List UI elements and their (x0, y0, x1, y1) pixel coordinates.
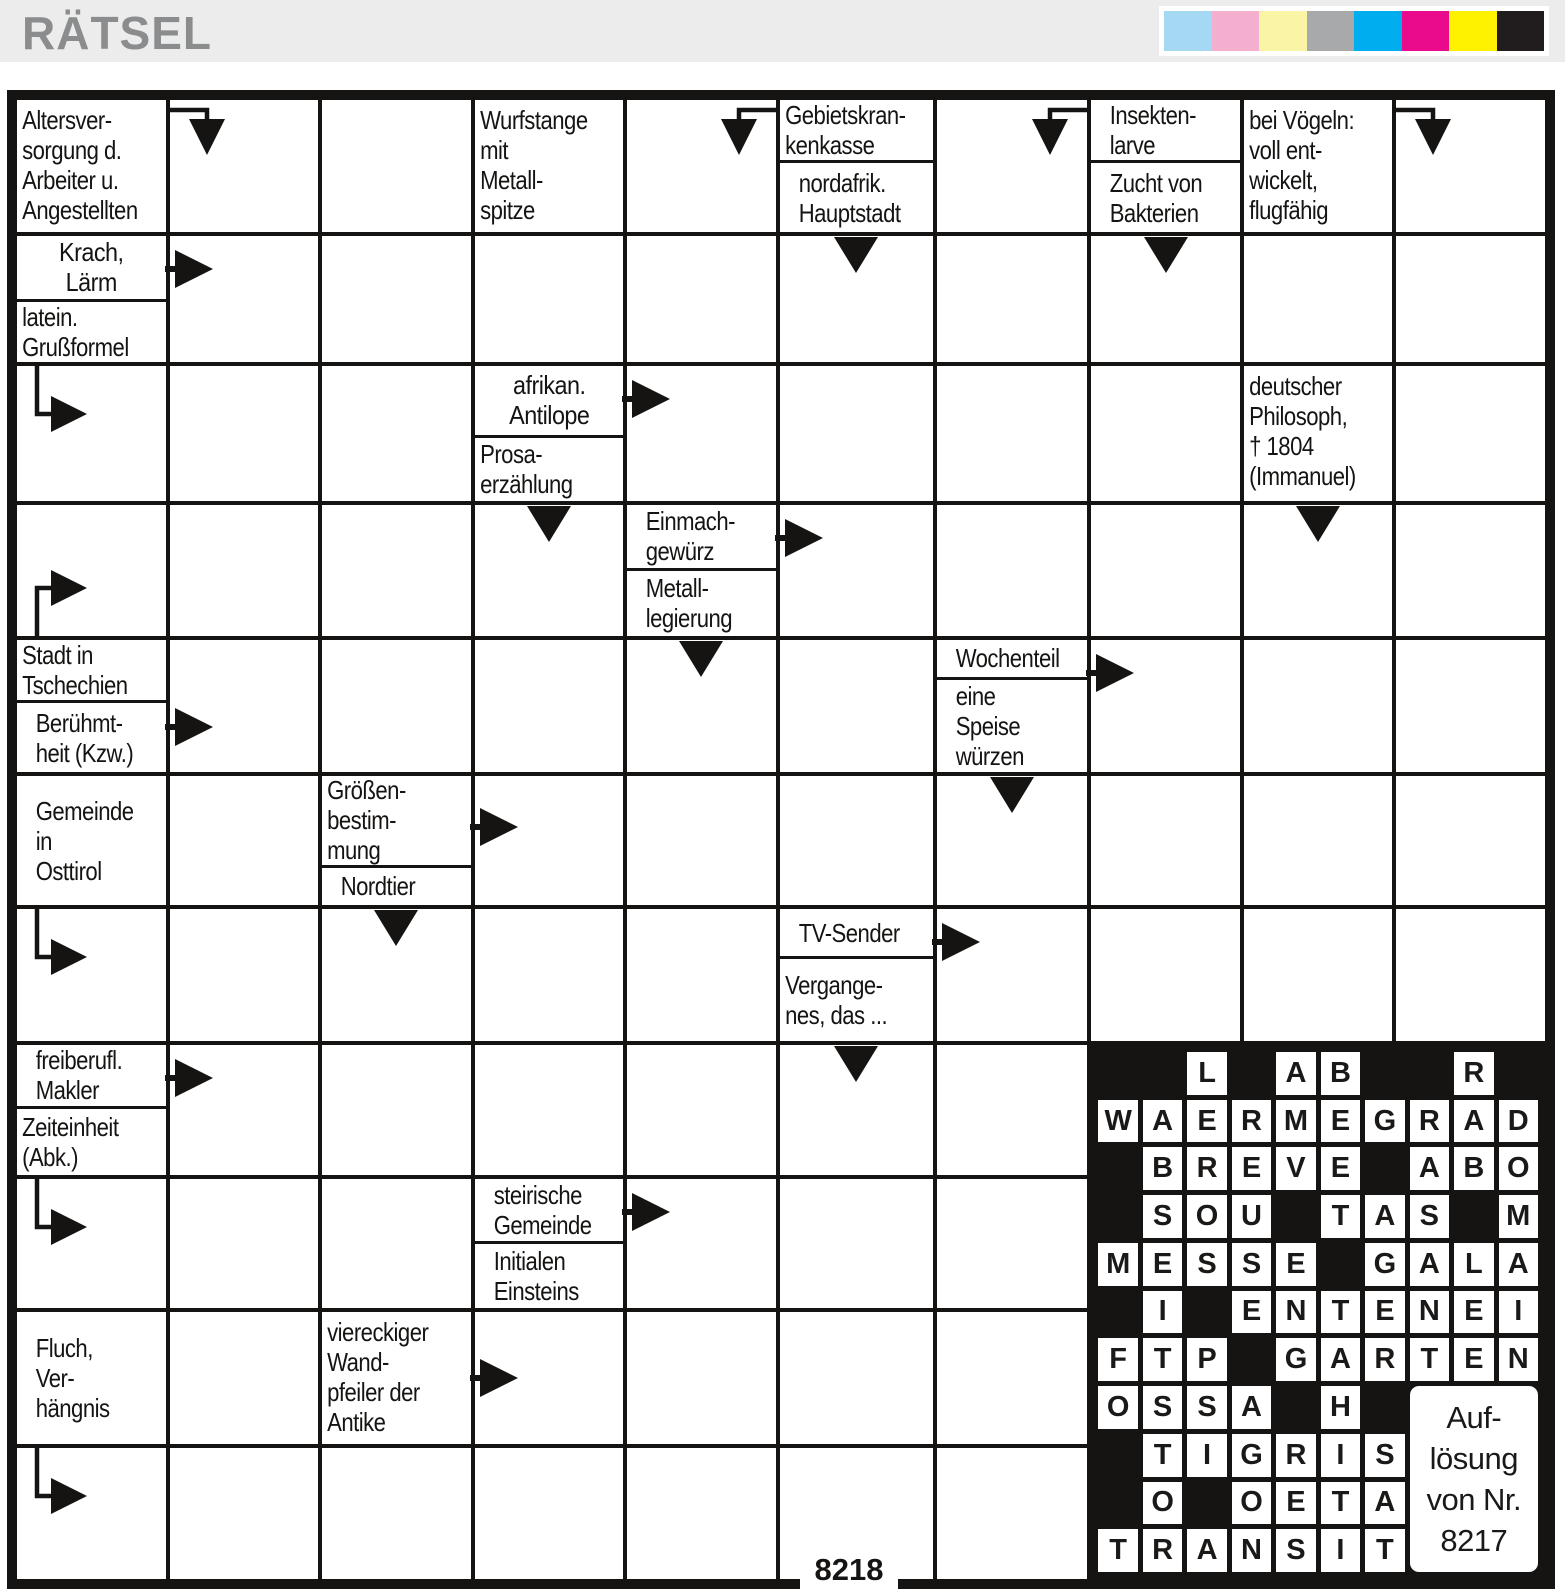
clue-cell-bottom (475, 1244, 624, 1309)
solution-cell: S (1276, 1529, 1315, 1572)
solution-cell: S (1187, 1386, 1226, 1429)
solution-cell: E (1276, 1482, 1315, 1525)
solution-black-cell (1187, 1291, 1226, 1334)
solution-cell: A (1410, 1243, 1449, 1286)
color-swatch (1164, 11, 1212, 51)
down-arrow-icon (526, 505, 572, 543)
right-arrow-icon (165, 1057, 215, 1099)
solution-black-cell (1365, 1052, 1404, 1095)
page-title: RÄTSEL (22, 7, 212, 59)
answer-cell[interactable] (170, 1312, 319, 1444)
bent-down-arrow-icon (167, 99, 229, 159)
clue-text: deutscher Philosoph, † 1804 (Immanuel) (1249, 371, 1356, 491)
bent-down-arrow-icon (1028, 99, 1090, 159)
solution-cell: R (1232, 1100, 1271, 1143)
answer-cell[interactable] (322, 640, 471, 772)
color-swatch (1402, 11, 1450, 51)
solution-cell: E (1365, 1291, 1404, 1334)
clue-cell-top (780, 100, 934, 163)
color-swatch (1354, 11, 1402, 51)
clue-text: Nordtier (340, 871, 416, 902)
answer-cell[interactable] (627, 776, 776, 905)
answer-cell[interactable] (780, 1312, 934, 1444)
clue-cell-top (937, 640, 1087, 680)
solution-cell: S (1365, 1434, 1404, 1477)
answer-cell[interactable] (475, 640, 624, 772)
answer-cell[interactable] (170, 776, 319, 905)
clue-text: Berühmt- heit (Kzw.) (35, 707, 134, 768)
solution-cell: E (1232, 1147, 1271, 1190)
solution-cell: G (1365, 1100, 1404, 1143)
solution-cell: N (1276, 1291, 1315, 1334)
down-arrow-icon (833, 236, 879, 274)
clue-text: nordafrik. Hauptstadt (798, 167, 901, 228)
answer-cell[interactable] (780, 236, 934, 362)
solution-black-cell (1098, 1147, 1137, 1190)
solution-cell: T (1365, 1529, 1404, 1572)
answer-cell[interactable] (475, 1045, 624, 1175)
clue-text: steirische Gemeinde (493, 1179, 592, 1240)
answer-cell[interactable] (780, 1045, 934, 1175)
clue-cell-bottom (780, 959, 934, 1041)
solution-cell: E (1276, 1243, 1315, 1286)
solution-cell: A (1410, 1147, 1449, 1190)
solution-black-cell (1410, 1052, 1449, 1095)
answer-cell[interactable] (17, 1179, 166, 1308)
right-arrow-icon (470, 1357, 520, 1399)
clue-cell-bottom (17, 302, 166, 362)
solution-black-cell (1365, 1386, 1404, 1429)
solution-cell: R (1276, 1434, 1315, 1477)
color-swatch (1497, 11, 1545, 51)
clue-cell-top (17, 640, 166, 703)
clue-cell (475, 100, 624, 232)
clue-text: TV-Sender (798, 917, 900, 948)
clue-cell-bottom (937, 680, 1087, 772)
answer-cell[interactable] (1091, 505, 1240, 636)
answer-cell[interactable] (1396, 505, 1545, 636)
solution-black-cell (1232, 1338, 1271, 1381)
solution-cell: R (1365, 1338, 1404, 1381)
answer-cell[interactable] (627, 236, 776, 362)
solution-cell: A (1232, 1386, 1271, 1429)
clue-cell-bottom (17, 703, 166, 772)
solution-cell: A (1454, 1100, 1493, 1143)
down-arrow-icon (1143, 236, 1189, 274)
clue-cell-top (475, 366, 624, 438)
answer-cell[interactable] (780, 1179, 934, 1308)
answer-cell[interactable] (1244, 776, 1393, 905)
solution-cell: A (1321, 1338, 1360, 1381)
answer-cell[interactable] (627, 1179, 776, 1308)
bent-right-arrow-icon (25, 908, 97, 982)
answer-cell[interactable] (475, 1312, 624, 1444)
solution-cell: E (1454, 1338, 1493, 1381)
solution-cell: B (1321, 1052, 1360, 1095)
answer-cell[interactable] (1396, 909, 1545, 1041)
answer-cell[interactable] (170, 1448, 319, 1579)
clue-cell-bottom (17, 1109, 166, 1175)
solution-cell: I (1187, 1434, 1226, 1477)
clue-cell-top (17, 1045, 166, 1109)
solution-caption: Auf- lösung von Nr. 8217 (1410, 1386, 1538, 1572)
down-arrow-icon (373, 909, 419, 947)
clue-cell (780, 100, 934, 232)
solution-cell: V (1276, 1147, 1315, 1190)
solution-cell: O (1143, 1482, 1182, 1525)
solution-cell: A (1187, 1529, 1226, 1572)
answer-cell[interactable] (170, 236, 319, 362)
solution-cell: B (1454, 1147, 1493, 1190)
solution-cell: M (1276, 1100, 1315, 1143)
answer-cell[interactable] (1396, 100, 1545, 232)
solution-cell: G (1365, 1243, 1404, 1286)
solution-cell: A (1143, 1100, 1182, 1143)
solution-cell: N (1499, 1338, 1538, 1381)
right-arrow-icon (470, 806, 520, 848)
solution-cell: R (1143, 1529, 1182, 1572)
right-arrow-icon (1086, 652, 1136, 694)
solution-black-cell (1276, 1386, 1315, 1429)
solution-black-cell (1143, 1052, 1182, 1095)
solution-cell: T (1321, 1482, 1360, 1525)
solution-cell: O (1187, 1195, 1226, 1238)
solution-cell: O (1232, 1482, 1271, 1525)
solution-black-cell (1454, 1195, 1493, 1238)
answer-cell[interactable] (937, 1448, 1087, 1579)
answer-cell[interactable] (322, 1179, 471, 1308)
answer-cell[interactable] (475, 909, 624, 1041)
solution-cell: G (1276, 1338, 1315, 1381)
solution-cell: F (1098, 1338, 1137, 1381)
answer-cell[interactable] (937, 776, 1087, 905)
clue-text: Zeiteinheit (Abk.) (22, 1111, 119, 1172)
clue-text: Einmach- gewürz (645, 506, 736, 567)
clue-cell-top (322, 776, 471, 868)
clue-cell (1091, 100, 1240, 232)
answer-cell[interactable] (1244, 505, 1393, 636)
solution-cell: P (1187, 1338, 1226, 1381)
solution-cell: E (1232, 1291, 1271, 1334)
answer-cell[interactable] (170, 909, 319, 1041)
answer-cell[interactable] (17, 909, 166, 1041)
answer-cell[interactable] (1244, 640, 1393, 772)
answer-cell[interactable] (1091, 366, 1240, 501)
solution-cell: T (1143, 1338, 1182, 1381)
solution-black-cell (1098, 1052, 1137, 1095)
answer-cell[interactable] (322, 505, 471, 636)
clue-text: freiberufl. Makler (35, 1045, 123, 1106)
header-band (0, 0, 1565, 62)
right-arrow-icon (165, 248, 215, 290)
clue-cell (17, 236, 166, 362)
clue-cell-top (475, 1179, 624, 1244)
solution-cell: T (1143, 1434, 1182, 1477)
bent-right-arrow-icon (25, 1178, 97, 1252)
answer-cell[interactable] (1396, 366, 1545, 501)
down-arrow-icon (989, 776, 1035, 814)
clue-cell (937, 640, 1087, 772)
solution-cell: G (1232, 1434, 1271, 1477)
answer-cell[interactable] (170, 100, 319, 232)
color-swatch (1212, 11, 1260, 51)
answer-cell[interactable] (937, 236, 1087, 362)
clue-cell-top (780, 909, 934, 959)
crossword-grid (7, 90, 1555, 1589)
solution-cell: D (1499, 1100, 1538, 1143)
answer-cell[interactable] (1396, 776, 1545, 905)
answer-cell[interactable] (1091, 909, 1240, 1041)
solution-cell: N (1410, 1291, 1449, 1334)
clue-cell (17, 640, 166, 772)
solution-black-cell (1098, 1291, 1137, 1334)
solution-cell: M (1098, 1243, 1137, 1286)
answer-cell[interactable] (475, 505, 624, 636)
answer-cell[interactable] (1396, 236, 1545, 362)
solution-black-cell (1365, 1147, 1404, 1190)
clue-text: Gemeinde in Osttirol (35, 795, 134, 886)
clue-cell (1244, 366, 1393, 501)
answer-cell[interactable] (627, 100, 776, 232)
clue-text: viereckiger Wand- pfeiler der Antike (327, 1317, 429, 1437)
answer-cell[interactable] (170, 1045, 319, 1175)
answer-cell[interactable] (1091, 640, 1240, 772)
clue-cell (627, 505, 776, 636)
clue-cell-top (1091, 100, 1240, 163)
solution-cell: B (1143, 1147, 1182, 1190)
solution-cell: T (1321, 1195, 1360, 1238)
solution-cell: T (1410, 1338, 1449, 1381)
clue-cell (322, 1312, 471, 1444)
answer-cell[interactable] (322, 1448, 471, 1579)
clue-text: Größen- bestim- mung (327, 776, 406, 866)
right-arrow-icon (622, 378, 672, 420)
answer-cell[interactable] (475, 776, 624, 905)
solution-cell: L (1454, 1243, 1493, 1286)
solution-cell: I (1321, 1434, 1360, 1477)
solution-cell: R (1454, 1052, 1493, 1095)
solution-black-cell (1187, 1482, 1226, 1525)
solution-cell: U (1232, 1195, 1271, 1238)
clue-text: Gebietskran- kenkasse (784, 100, 906, 161)
answer-cell[interactable] (627, 1045, 776, 1175)
clue-cell-top (627, 505, 776, 571)
solution-black-cell (1321, 1243, 1360, 1286)
answer-cell[interactable] (17, 366, 166, 501)
down-arrow-icon (678, 640, 724, 678)
bent-right-arrow-icon (25, 1447, 97, 1521)
solution-cell: E (1454, 1291, 1493, 1334)
answer-cell[interactable] (322, 366, 471, 501)
answer-cell[interactable] (475, 236, 624, 362)
solution-cell: S (1410, 1195, 1449, 1238)
clue-cell-bottom (627, 571, 776, 637)
clue-text: Stadt in Tschechien (22, 640, 128, 701)
solution-cell: S (1143, 1195, 1182, 1238)
clue-text: eine Speise würzen (955, 680, 1025, 771)
color-swatch (1259, 11, 1307, 51)
solution-cell: S (1143, 1386, 1182, 1429)
clue-text: Insekten- larve (1110, 100, 1197, 161)
solution-cell: A (1365, 1482, 1404, 1525)
answer-cell[interactable] (627, 1312, 776, 1444)
solution-cell: N (1232, 1529, 1271, 1572)
solution-cell: O (1499, 1147, 1538, 1190)
solution-cell: T (1321, 1291, 1360, 1334)
bent-down-arrow-icon (1393, 99, 1455, 159)
answer-cell[interactable] (1396, 640, 1545, 772)
clue-cell (475, 1179, 624, 1308)
solution-black-cell (1098, 1434, 1137, 1477)
answer-cell[interactable] (937, 505, 1087, 636)
solution-cell: A (1276, 1052, 1315, 1095)
clue-text: afrikan. Antilope (508, 370, 589, 431)
down-arrow-icon (833, 1045, 879, 1083)
clue-text: Fluch, Ver- hängnis (35, 1333, 110, 1423)
right-arrow-icon (932, 921, 982, 963)
answer-cell[interactable] (627, 909, 776, 1041)
solution-black-cell (1232, 1052, 1271, 1095)
answer-cell[interactable] (475, 1448, 624, 1579)
clue-text: Krach, Lärm (59, 237, 124, 298)
clue-text: Altersver- sorgung d. Arbeiter u. Angestellten (22, 105, 138, 225)
answer-cell[interactable] (937, 366, 1087, 501)
solution-cell: S (1232, 1243, 1271, 1286)
answer-cell[interactable] (627, 1448, 776, 1579)
answer-cell[interactable] (1244, 236, 1393, 362)
solution-cell: L (1187, 1052, 1226, 1095)
clue-text: bei Vögeln: voll ent- wickelt, flugfähig (1249, 105, 1355, 225)
clue-text: Vergange- nes, das ... (784, 970, 887, 1031)
answer-cell[interactable] (17, 505, 166, 636)
answer-cell[interactable] (937, 909, 1087, 1041)
answer-cell[interactable] (780, 505, 934, 636)
answer-cell[interactable] (780, 776, 934, 905)
solution-cell: R (1410, 1100, 1449, 1143)
bent-right-arrow-icon (25, 365, 97, 439)
answer-cell[interactable] (627, 366, 776, 501)
solution-black-cell (1276, 1195, 1315, 1238)
clue-text: Wurfstange mit Metall- spitze (479, 105, 588, 225)
clue-text: Metall- legierung (645, 573, 733, 634)
clue-cell-bottom (475, 438, 624, 501)
answer-cell[interactable] (322, 100, 471, 232)
clue-text: Prosa- erzählung (479, 439, 573, 500)
solution-cell: E (1321, 1100, 1360, 1143)
answer-cell[interactable] (780, 366, 934, 501)
clue-cell (780, 909, 934, 1041)
solution-cell: R (1187, 1147, 1226, 1190)
right-arrow-icon (622, 1191, 672, 1233)
answer-cell[interactable] (170, 366, 319, 501)
solution-cell: S (1187, 1243, 1226, 1286)
answer-cell[interactable] (1244, 909, 1393, 1041)
solution-black-cell (1098, 1195, 1137, 1238)
clue-cell (1244, 100, 1393, 232)
solution-cell: E (1143, 1243, 1182, 1286)
solution-cell: O (1098, 1386, 1137, 1429)
solution-black-cell (1499, 1052, 1538, 1095)
answer-cell[interactable] (170, 640, 319, 772)
clue-cell-bottom (1091, 163, 1240, 232)
clue-cell (475, 366, 624, 501)
solution-panel (1091, 1045, 1545, 1579)
clue-cell-bottom (322, 868, 471, 905)
solution-cell: I (1321, 1529, 1360, 1572)
clue-text: Initialen Einsteins (493, 1245, 579, 1306)
clue-cell-top (17, 236, 166, 302)
answer-cell[interactable] (17, 1448, 166, 1579)
solution-black-cell (1098, 1482, 1137, 1525)
right-arrow-icon (775, 517, 825, 559)
answer-cell[interactable] (937, 1179, 1087, 1308)
clue-text: Wochenteil (955, 643, 1060, 674)
answer-cell[interactable] (937, 100, 1087, 232)
print-color-bar (1159, 6, 1549, 56)
solution-cell: H (1321, 1386, 1360, 1429)
solution-cell: A (1499, 1243, 1538, 1286)
solution-cell: W (1098, 1100, 1137, 1143)
answer-cell[interactable] (937, 1045, 1087, 1175)
answer-cell[interactable] (1091, 236, 1240, 362)
right-arrow-icon (165, 706, 215, 748)
clue-text: Zucht von Bakterien (1110, 167, 1203, 228)
solution-cell: I (1143, 1291, 1182, 1334)
color-swatch (1307, 11, 1355, 51)
answer-cell[interactable] (1091, 776, 1240, 905)
clue-cell (17, 776, 166, 905)
bent-down-arrow-icon (717, 99, 779, 159)
answer-cell[interactable] (937, 1312, 1087, 1444)
answer-cell[interactable] (780, 640, 934, 772)
bent-right-arrow-icon (25, 563, 97, 637)
solution-cell: A (1365, 1195, 1404, 1238)
solution-cell: M (1499, 1195, 1538, 1238)
answer-cell[interactable] (322, 236, 471, 362)
clue-cell (17, 1045, 166, 1175)
answer-cell[interactable] (170, 1179, 319, 1308)
puzzle-number: 8218 (800, 1548, 898, 1589)
answer-cell[interactable] (627, 640, 776, 772)
solution-cell: T (1098, 1529, 1137, 1572)
answer-cell[interactable] (322, 909, 471, 1041)
answer-cell[interactable] (322, 1045, 471, 1175)
color-swatch (1449, 11, 1497, 51)
clue-cell-bottom (780, 163, 934, 232)
clue-text: latein. Grußformel (22, 301, 129, 362)
solution-cell: E (1187, 1100, 1226, 1143)
clue-cell (17, 1312, 166, 1444)
down-arrow-icon (1295, 505, 1341, 543)
clue-cell (17, 100, 166, 232)
answer-cell[interactable] (170, 505, 319, 636)
solution-cell: E (1321, 1147, 1360, 1190)
clue-cell (322, 776, 471, 905)
solution-cell: I (1499, 1291, 1538, 1334)
